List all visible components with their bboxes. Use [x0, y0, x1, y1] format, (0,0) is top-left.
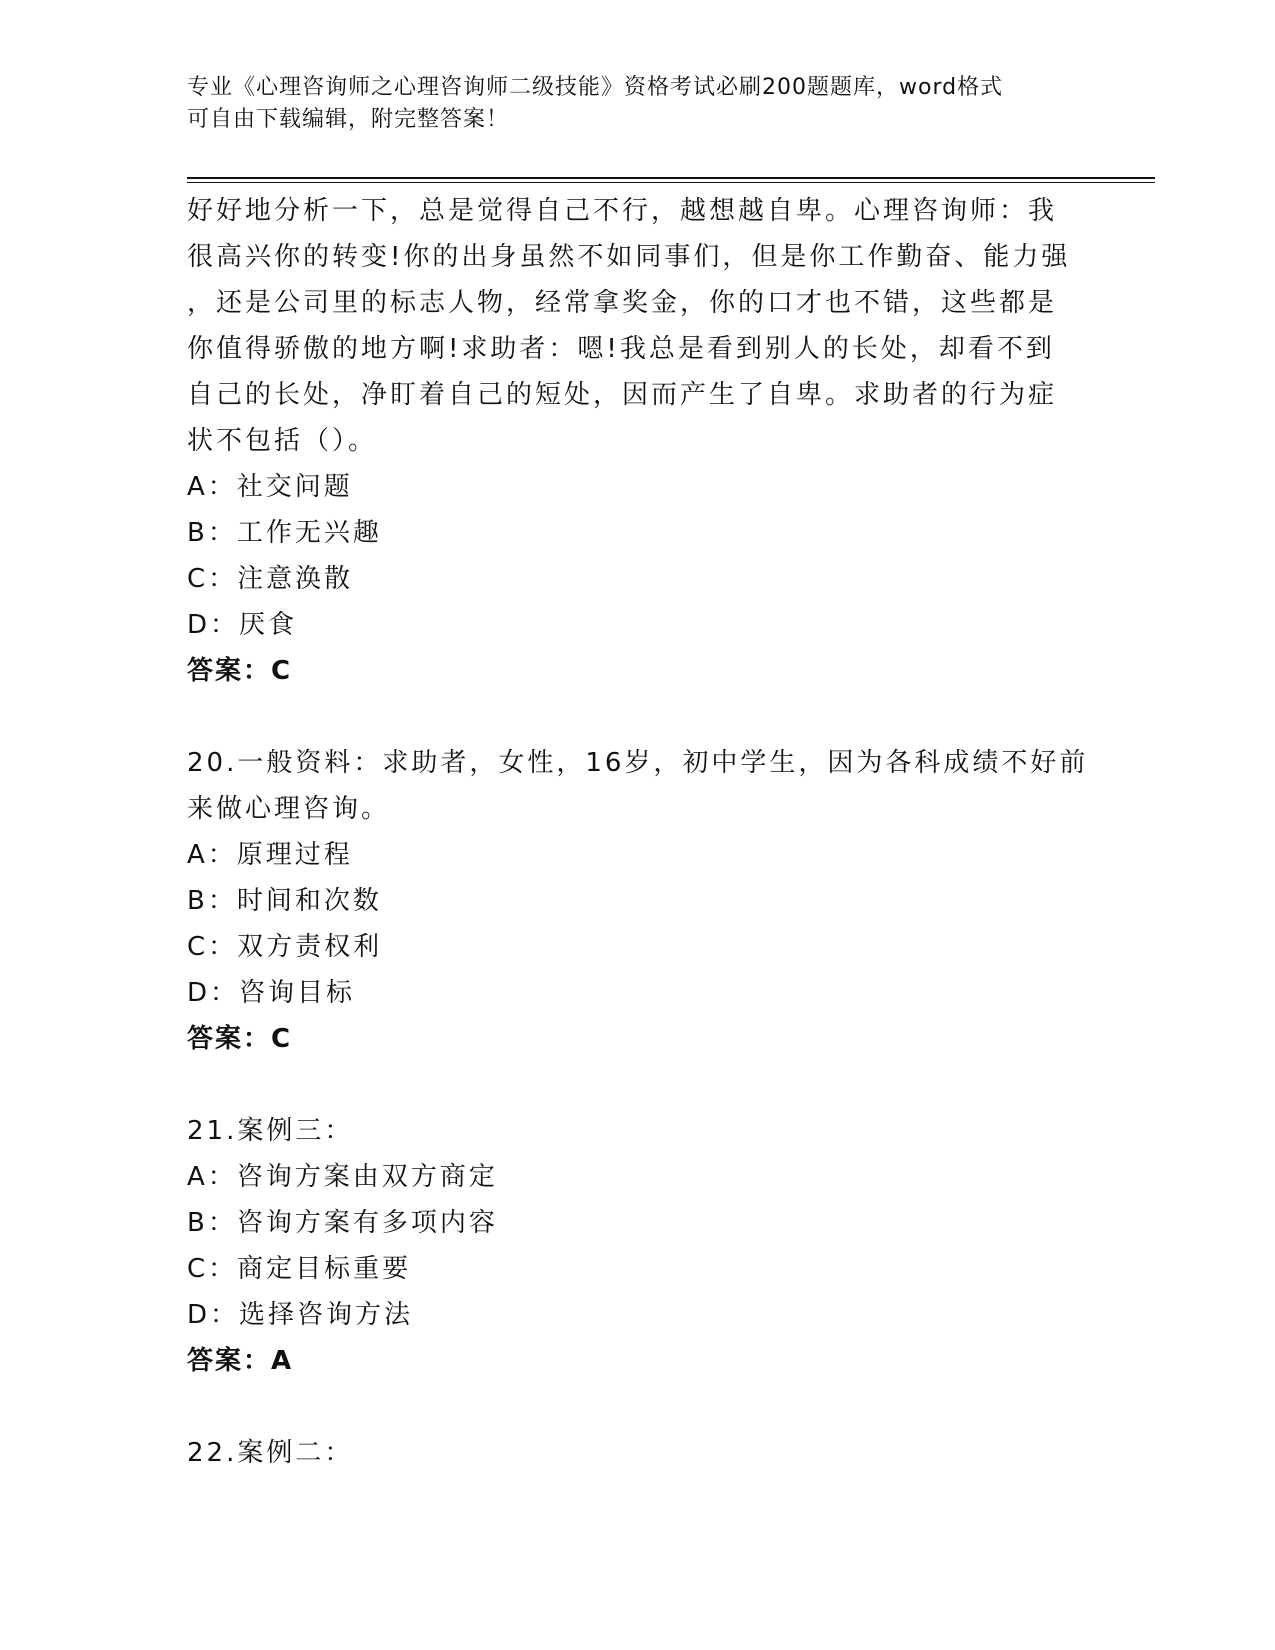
- header-rule-thin: [187, 182, 1155, 183]
- question-20: [187, 740, 1087, 1062]
- question-stem-line: 很高兴你的转变!你的出身虽然不如同事们，但是你工作勤奋、能力强: [187, 242, 1071, 272]
- option-b: B：时间和次数: [187, 886, 382, 916]
- header-line-1: 专业《心理咨询师之心理咨询师二级技能》资格考试必刷200题题库，word格式: [187, 75, 1004, 100]
- option-b: B：工作无兴趣: [187, 518, 382, 548]
- option-a: A：社交问题: [187, 472, 353, 502]
- header-rule-thick: [187, 177, 1155, 179]
- question-stem-line: 自己的长处，净盯着自己的短处，因而产生了自卑。求助者的行为症: [187, 380, 1058, 410]
- answer-line: 答案：A: [187, 1346, 294, 1376]
- question-stem-line: 你值得骄傲的地方啊!求助者：嗯!我总是看到别人的长处，却看不到: [187, 334, 1055, 364]
- option-d: D：咨询目标: [187, 978, 356, 1008]
- option-b: B：咨询方案有多项内容: [187, 1208, 498, 1238]
- option-a: A：原理过程: [187, 840, 353, 870]
- option-c: C：双方责权利: [187, 932, 383, 962]
- option-d: D：选择咨询方法: [187, 1300, 414, 1330]
- question-spacer: [187, 1062, 1087, 1108]
- answer-line: 答案：C: [187, 1024, 293, 1054]
- question-stem-line: ，还是公司里的标志人物，经常拿奖金，你的口才也不错，这些都是: [187, 288, 1058, 318]
- question-19: [187, 188, 1087, 694]
- question-21: [187, 1108, 1087, 1384]
- question-stem-line: 20.一般资料：求助者，女性，16岁，初中学生，因为各科成绩不好前: [187, 748, 1089, 778]
- question-stem-line: 状不包括（）。: [187, 426, 378, 456]
- question-stem-line: 21.案例三：: [187, 1116, 354, 1146]
- option-c: C：商定目标重要: [187, 1254, 412, 1284]
- option-c: C：注意涣散: [187, 564, 354, 594]
- question-stem-line: 22.案例二：: [187, 1438, 354, 1468]
- answer-line: 答案：C: [187, 656, 293, 686]
- header-line-2: 可自由下载编辑，附完整答案！: [187, 107, 510, 132]
- document-body: [187, 188, 1087, 1476]
- question-spacer: [187, 694, 1087, 740]
- question-stem-line: 来做心理咨询。: [187, 794, 391, 824]
- option-a: A：咨询方案由双方商定: [187, 1162, 498, 1192]
- question-spacer: [187, 1384, 1087, 1430]
- question-stem-line: 好好地分析一下，总是觉得自己不行，越想越自卑。心理咨询师：我: [187, 196, 1058, 226]
- option-d: D：厌食: [187, 610, 298, 640]
- question-22: [187, 1430, 1087, 1476]
- document-header: [187, 72, 1087, 136]
